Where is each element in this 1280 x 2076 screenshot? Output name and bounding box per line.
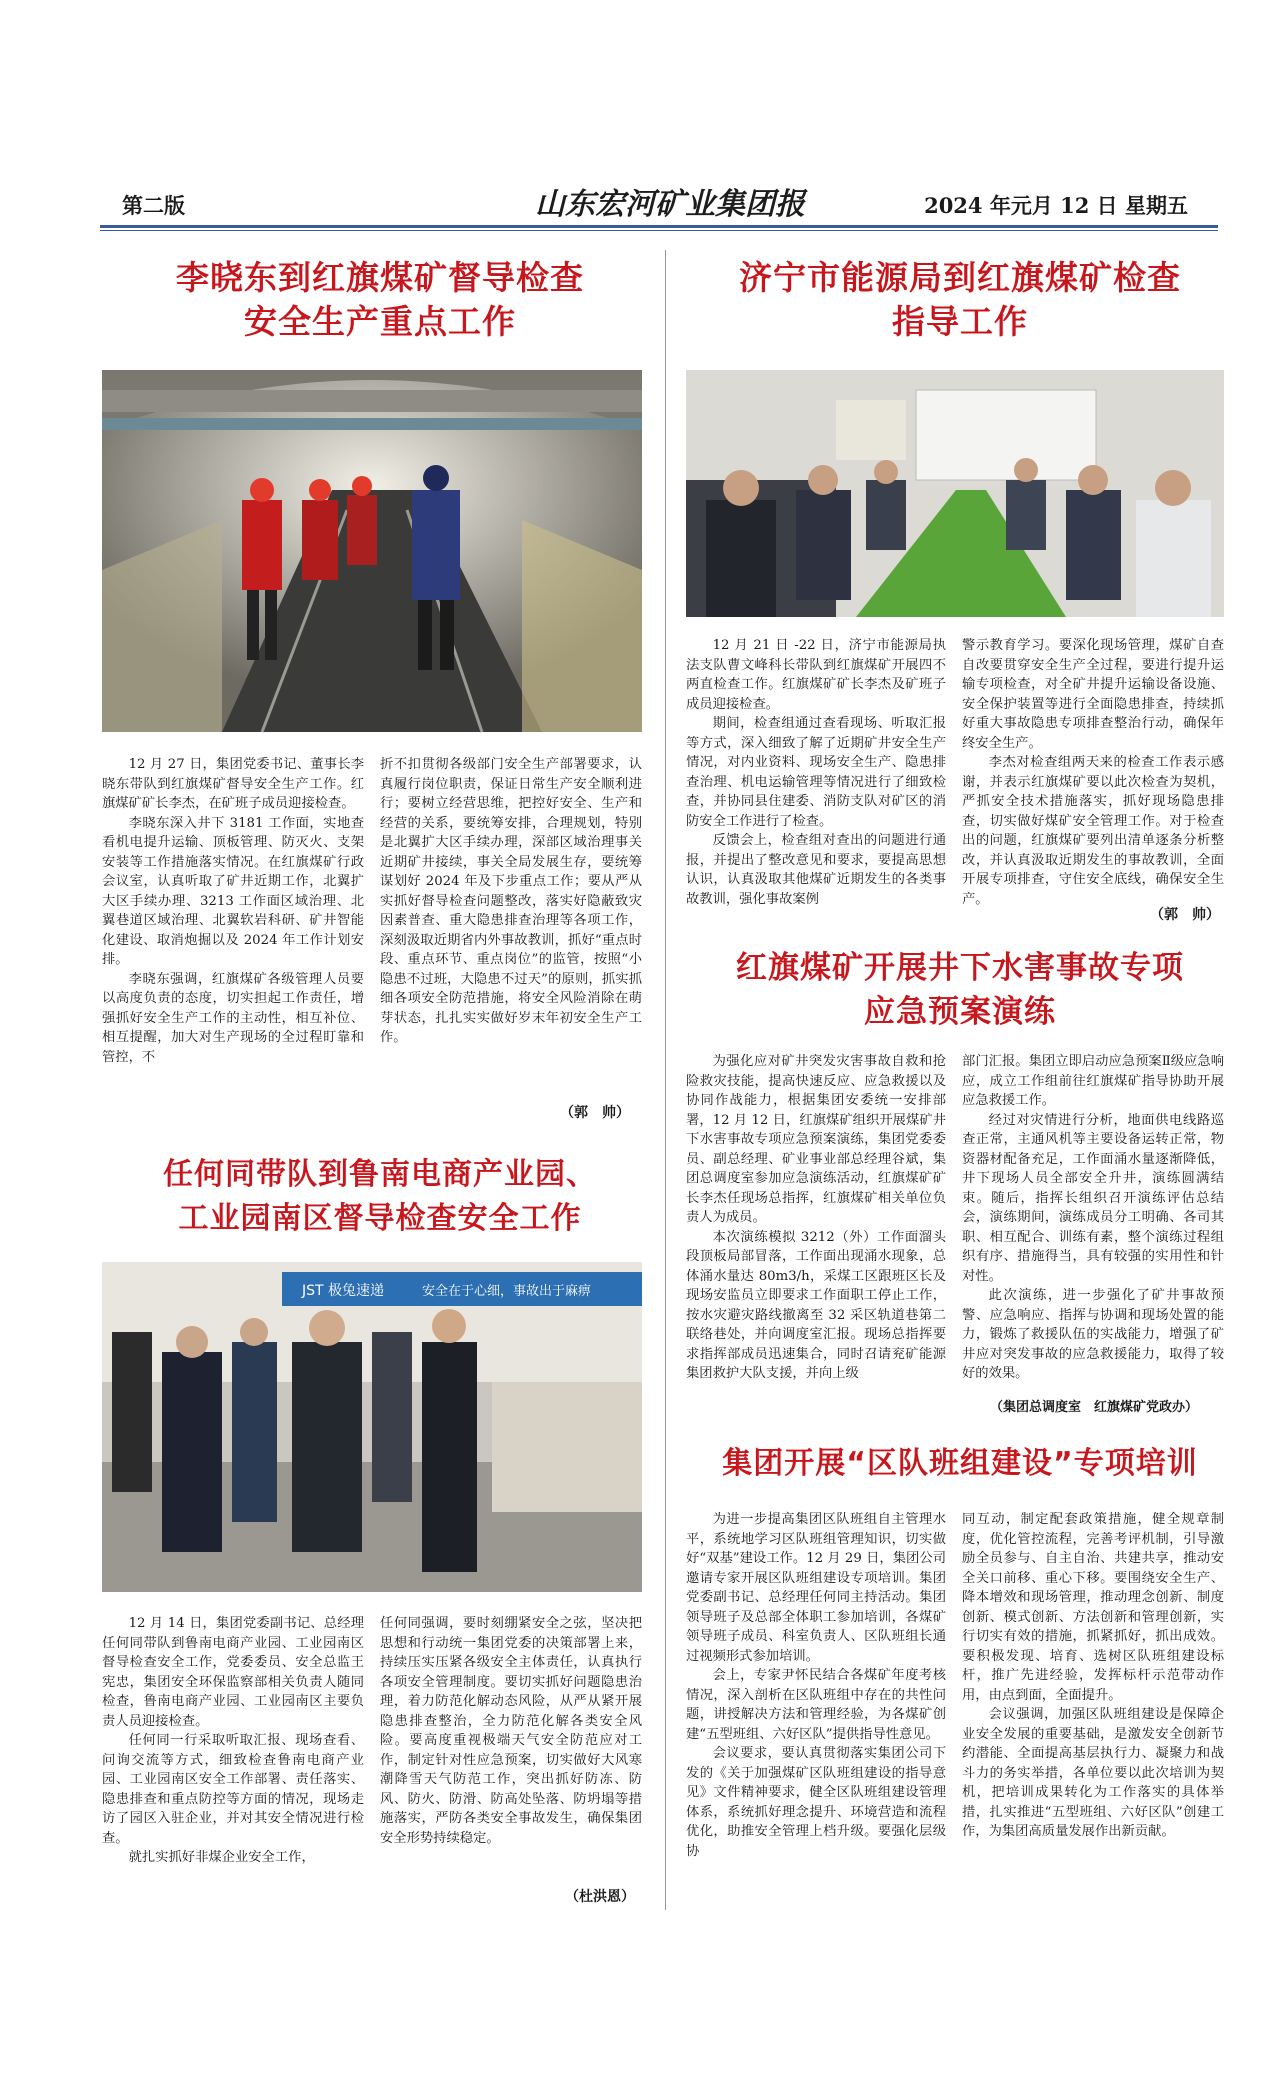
- article1-byline: （郭 帅）: [560, 1105, 630, 1121]
- article1-column1: 12 月 27 日，集团党委书记、董事长李晓东带队到红旗煤矿督导安全生产工作。红旗煤矿矿长李杰，在矿班子成员迎接检查。 李晓东深入井下 3181 工作面，实地查看机电提升运输、顶板管理、防灭火、支架安装等工作措施落实情况。在红旗煤矿行政会议室，认真听取了矿井近期工作，北翼扩大区手续办理、3213 工作面区域治理、北翼巷道区域治理、北翼软岩科研、矿井智能化建设、取消炮掘以及 2024 年工作计划安排。 李晓东强调，红旗煤矿各级管理人员要以高度负责的态度，切实担起工作责任，增强抓好安全生产工作的主动性，相互补位、相互提醒，加大对生产现场的全过程盯靠和管控，不: [102, 757, 364, 1065]
- article5-column2: 同互动，制定配套政策措施，健全规章制度，优化管控流程，完善考评机制，引导激励全员参与、自主自治、共建共享，推动安全关口前移、重心下移。要围绕安全生产、降本增效和现场管理，推动理念创新、制度创新、模式创新、方法创新和管理创新，实行切实有效的措施，抓紧抓好，抓出成效。要积极发现、培育、选树区队班组建设标杆，推广先进经验，发挥标杆示范带动作用，由点到面，全面提升。 会议强调，加强区队班组建设是保障企业安全发展的重要基础，是激发安全创新节约潜能、全面提高基层执行力、凝聚力和战斗力的务实举措，各单位要以此次培训为契机，把培训成果转化为工作落实的具体举措，扎实推进“五型班组、六好区队”创建工作，为集团高质量发展作出新贡献。: [962, 1512, 1224, 1839]
- article4-title: 红旗煤矿开展井下水害事故专项 应急预案演练: [736, 950, 1184, 1030]
- article2-column1: 12 月 14 日，集团党委副书记、总经理任何同带队到鲁南电商产业园、工业园南区督导检查安全工作，党委委员、安全总监王宪忠，集团安全环保监察部相关负责人随同检查，鲁南电商产业园、工业园南区主要负责人员迎接检查。 任何同一行采取听取汇报、现场查看、问询交流等方式，细致检查鲁南电商产业园、工业园南区安全工作部署、责任落实、隐患排查和重点防控等方面的情况，现场走访了园区入驻企业，并对其安全情况进行检查。 就扎实抓好非煤企业安全工作，: [102, 1616, 364, 1865]
- header-rule: [100, 225, 1218, 228]
- article5-title: 集团开展“区队班组建设”专项培训: [722, 1446, 1198, 1481]
- article5-column1: 为进一步提高集团区队班组自主管理水平，系统地学习区队班组管理知识，切实做好“双基”建设工作。12 月 29 日，集团公司邀请专家开展区队班组建设专项培训。集团党委副书记、总经理任何同主持活动。集团领导班子及总部全体职工参加培训，各煤矿领导班子成员、科室负责人、区队班组长通过视频形式参加培训。 会上，专家尹怀民结合各煤矿年度考核情况，深入剖析在区队班组中存在的共性问题，讲授解决方法和管理经验，为各煤矿创建“五型班组、六好区队”提供指导性意见。 会议要求，要认真贯彻落实集团公司下发的《关于加强煤矿区队班组建设的指导意见》文件精神要求，健全区队班组建设管理体系，系统抓好理念提升、环境营造和流程优化，助推安全管理上档升级。要强化层级协: [686, 1512, 946, 1859]
- article1-photo: [102, 370, 642, 732]
- article1-column2: 折不扣贯彻各级部门安全生产部署要求，认真履行岗位职责，保证日常生产安全顺利进行；要树立经营思维，把控好安全、生产和经营的关系，要统筹安排，合理规划，特别是北翼扩大区手续办理，深部区域治理事关近期矿井接续，事关全局发展生存，要统筹谋划好 2024 年及下步重点工作；要从严从实抓好督导检查问题整改，落实好隐蔽致灾因素普查、重大隐患排查治理等各项工作，深刻汲取近期省内外事故教训，抓好“重点时段、重点环节、重点岗位”的监管，按照“小隐患不过班，大隐患不过天”的原则，抓实抓细各项安全防范措施，将安全风险消除在萌芽状态，扎扎实实做好岁末年初安全生产工作。: [380, 757, 642, 1045]
- article3-title: 济宁市能源局到红旗煤矿检查 指导工作: [739, 258, 1181, 341]
- article3-byline: （郭 帅）: [1150, 907, 1220, 923]
- edition-label: 第二版: [122, 193, 185, 218]
- issue-date: 2024 年元月 12 日 星期五: [924, 193, 1188, 218]
- article4-column2: 部门汇报。集团立即启动应急预案Ⅱ级应急响应，成立工作组前往红旗煤矿指导协助开展应急救援工作。 经过对灾情进行分析，地面供电线路巡查正常，主通风机等主要设备运转正常，物资器材配备充足，工作面涌水量逐渐降低，井下现场人员全部安全升井，演练圆满结束。随后，指挥长组织召开演练评估总结会，演练期间，演练成员分工明确、各司其职、相互配合、训练有素，整个演练过程组织有序、措施得当，具有较强的实用性和针对性。 此次演练，进一步强化了矿井事故预警、应急响应、指挥与协调和现场处置的能力，锻炼了救援队伍的实战能力，增强了矿井应对突发事故的应急救援能力，取得了较好的效果。: [962, 1054, 1224, 1381]
- photo-banner-text: 安全在于心细，事故出于麻痹: [422, 1284, 592, 1299]
- svg-text:山东宏河矿业集团报: 山东宏河矿业集团报: [535, 187, 805, 222]
- masthead-logo: [535, 180, 805, 226]
- article2-title: 任何同带队到鲁南电商产业园、 工业园南区督导检查安全工作: [163, 1157, 597, 1236]
- photo-sign-text: JST 极兔速递: [302, 1283, 385, 1299]
- article2-byline: （杜洪恩）: [565, 1889, 635, 1905]
- article2-photo: [102, 1262, 642, 1592]
- header-rule-thin: [100, 230, 1218, 231]
- article3-photo: [686, 370, 1224, 617]
- article2-column2: 任何同强调，要时刻绷紧安全之弦，坚决把思想和行动统一集团党委的决策部署上来，持续压实压紧各级安全主体责任，认真执行各项安全管理制度。要切实抓好问题隐患治理，着力防范化解动态风险，从严从紧开展隐患排查整治，全力防范化解各类安全风险。要高度重视极端天气安全防范应对工作，制定针对性应急预案，切实做好大风寒潮降雪天气防范工作，突出抓好防冻、防风、防火、防滑、防高处坠落、防坍塌等措施落实，严防各类安全事故发生，确保集团安全形势持续稳定。: [380, 1616, 642, 1846]
- article1-title: 李晓东到红旗煤矿督导检查 安全生产重点工作: [176, 258, 584, 341]
- article4-byline: （集团总调度室 红旗煤矿党政办）: [990, 1400, 1199, 1415]
- article4-column1: 为强化应对矿井突发灾害事故自救和抢险救灾技能，提高快速反应、应急救援以及协同作战能力，根据集团安委统一安排部署，12 月 12 日，红旗煤矿组织开展煤矿井下水害事故专项应急预案演练，集团党委委员、副总经理、矿业事业部总经理谷斌，集团总调度室参加应急演练活动，红旗煤矿矿长李杰任现场总指挥，红旗煤矿相关单位负责人为成员。 本次演练模拟 3212（外）工作面溜头段顶板局部冒落，工作面出现涌水现象，总体涌水量达 80m3/h，采煤工区跟班区长及现场安监员立即要求工作面职工停止工作，按水灾避灾路线撤离至 32 采区轨道巷第二联络巷处，并向调度室汇报。现场总指挥要求指挥部成员迅速集合，同时召请兖矿能源集团救护大队支援，并向上级: [686, 1054, 946, 1381]
- column-divider: [665, 250, 666, 1910]
- article3-column1: 12 月 21 日 -22 日，济宁市能源局执法支队曹文峰科长带队到红旗煤矿开展四不两直检查工作。红旗煤矿矿长李杰及矿班子成员迎接检查。 期间，检查组通过查看现场、听取汇报等方式，深入细致了解了近期矿井安全生产情况，对内业资料、现场安全生产、隐患排查治理、机电运输管理等情况进行了细致检查，并协同县住建委、消防支队对矿区的消防安全工作进行了检查。 反馈会上，检查组对查出的问题进行通报，并提出了整改意见和要求，要提高思想认识，认真汲取其他煤矿近期发生的各类事故教训，强化事故案例: [686, 638, 946, 907]
- masthead-calligraphy: [535, 180, 805, 226]
- article3-column2: 警示教育学习。要深化现场管理，煤矿自查自改要贯穿安全生产全过程，要进行提升运输专项检查，对全矿井提升运输设备设施、安全保护装置等进行全面隐患排查，持续抓好重大事故隐患专项排查整治行动，确保年终安全生产。 李杰对检查组两天来的检查工作表示感谢，并表示红旗煤矿要以此次检查为契机，严抓安全技术措施落实，抓好现场隐患排查，切实做好煤矿安全管理工作。对于检查出的问题，红旗煤矿要列出清单逐条分析整改，并认真汲取近期发生的事故教训，全面开展专项排查，守住安全底线，确保安全生产。: [962, 638, 1224, 907]
